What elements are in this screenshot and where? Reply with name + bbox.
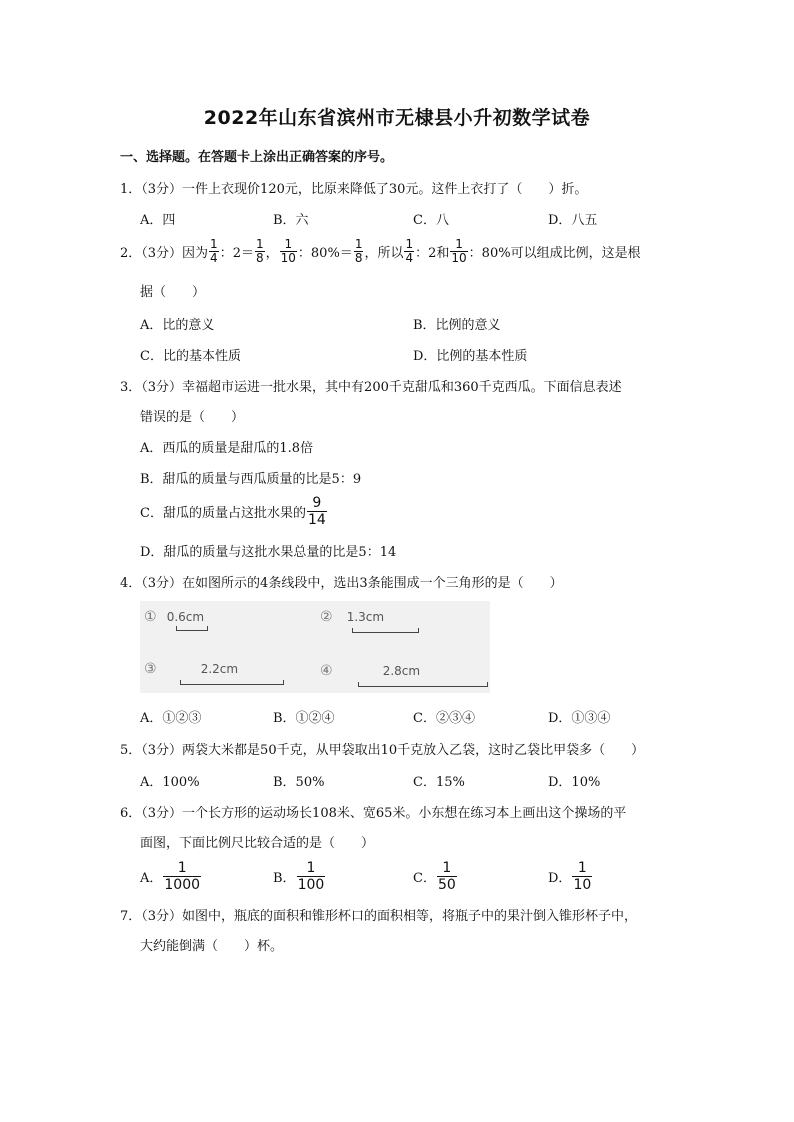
question-5-option-d: D．10% xyxy=(548,775,601,790)
question-3-stem: 3．（3分）幸福超市运进一批水果，其中有200千克甜瓜和360千克西瓜。下面信息表述 xyxy=(120,380,622,395)
question-3-option-d: D．甜瓜的质量与这批水果总量的比是5：14 xyxy=(140,545,397,560)
fraction xyxy=(354,238,364,265)
option-c-text: C．甜瓜的质量占这批水果的 xyxy=(140,506,306,521)
q2-text: ：80%可以组成比例，这是根 xyxy=(468,246,641,261)
question-4-option-a: A．①②③ xyxy=(140,711,202,726)
question-5-option-a: A．100% xyxy=(140,775,200,790)
line-segments-figure xyxy=(140,601,490,693)
segment-length: 1.3cm xyxy=(346,610,385,624)
denominator: 10 xyxy=(573,877,592,893)
denominator: 8 xyxy=(255,251,264,265)
denominator: 10 xyxy=(451,251,467,265)
question-6-line2: 面图，下面比例尺比较合适的是（ ） xyxy=(140,836,375,851)
question-3-line2: 错误的是（ ） xyxy=(140,410,245,425)
segment-number: ④ xyxy=(320,663,333,679)
question-4-stem: 4．（3分）在如图所示的4条线段中，选出3条能围成一个三角形的是（ ） xyxy=(120,576,563,591)
option-label: B． xyxy=(273,871,296,886)
question-2-option-c: C．比的基本性质 xyxy=(140,349,241,364)
segment-3 xyxy=(144,661,238,677)
segment-number: ② xyxy=(320,609,333,625)
question-5-option-c: C．15% xyxy=(413,775,465,790)
fraction xyxy=(450,238,467,265)
fraction xyxy=(437,860,457,893)
q2-prefix: 2．（3分）因为 xyxy=(120,246,209,261)
question-1-option-a: A．四 xyxy=(140,213,176,228)
segment-length: 2.2cm xyxy=(200,662,239,676)
denominator: 4 xyxy=(405,251,414,265)
option-label: D． xyxy=(548,871,572,886)
question-5-option-b: B．50% xyxy=(273,775,325,790)
denominator: 8 xyxy=(354,251,363,265)
segment-length: 0.6cm xyxy=(166,610,205,624)
question-2-stem xyxy=(120,238,641,265)
segment-1 xyxy=(144,609,204,625)
fraction xyxy=(209,238,219,265)
numerator: 1 xyxy=(405,237,414,251)
numerator: 1 xyxy=(442,860,452,876)
segment-number: ① xyxy=(144,609,157,625)
question-6-option-b xyxy=(273,860,326,893)
numerator: 1 xyxy=(306,860,316,876)
numerator: 1 xyxy=(177,860,187,876)
question-4-option-d: D．①③④ xyxy=(548,711,611,726)
numerator: 1 xyxy=(284,237,293,251)
question-7-line2: 大约能倒满（ ）杯。 xyxy=(140,939,284,954)
question-6-option-c xyxy=(413,860,458,893)
question-2-line2: 据（ ） xyxy=(140,285,206,300)
fraction xyxy=(297,860,326,893)
question-6-option-a xyxy=(140,860,202,893)
denominator: 14 xyxy=(307,512,326,528)
numerator: 1 xyxy=(455,237,463,251)
question-1-option-c: C．八 xyxy=(413,213,449,228)
question-1-option-b: B．六 xyxy=(273,213,309,228)
q2-text: ：2＝ xyxy=(219,246,254,261)
question-6-option-d xyxy=(548,860,593,893)
question-2-option-d: D．比例的基本性质 xyxy=(413,349,528,364)
denominator: 100 xyxy=(297,877,325,893)
option-label: A． xyxy=(140,871,163,886)
segment-1-line xyxy=(176,626,208,631)
question-3-option-b: B．甜瓜的质量与西瓜质量的比是5：9 xyxy=(140,472,362,487)
page-title: 2022年山东省滨州市无棣县小升初数学试卷 xyxy=(203,107,591,129)
question-1-option-d: D．八五 xyxy=(548,213,598,228)
fraction xyxy=(163,860,201,893)
denominator: 50 xyxy=(437,877,456,893)
segment-length: 2.8cm xyxy=(382,664,421,678)
question-4-option-c: C．②③④ xyxy=(413,711,475,726)
q2-text: ：2和 xyxy=(415,246,450,261)
fraction xyxy=(280,238,297,265)
question-3-option-c xyxy=(140,495,328,528)
question-2-option-a: A．比的意义 xyxy=(140,318,215,333)
question-4-option-b: B．①②④ xyxy=(273,711,335,726)
denominator: 1000 xyxy=(164,877,201,893)
fraction xyxy=(255,238,265,265)
option-label: C． xyxy=(413,871,436,886)
numerator: 1 xyxy=(354,237,363,251)
segment-2-line xyxy=(352,628,419,633)
question-2-option-b: B．比例的意义 xyxy=(413,318,501,333)
denominator: 4 xyxy=(210,251,218,265)
denominator: 10 xyxy=(280,251,296,265)
segment-2 xyxy=(320,609,384,625)
fraction xyxy=(307,495,327,528)
segment-4 xyxy=(320,663,420,679)
question-1-stem: 1．（3分）一件上衣现价120元，比原来降低了30元。这件上衣打了（ ）折。 xyxy=(120,182,588,197)
question-5-stem: 5．（3分）两袋大米都是50千克，从甲袋取出10千克放入乙袋，这时乙袋比甲袋多（ ） xyxy=(120,743,645,758)
section-heading: 一、选择题。在答题卡上涂出正确答案的序号。 xyxy=(120,150,394,165)
q2-text: ， xyxy=(265,246,279,261)
fraction xyxy=(404,238,414,265)
question-6-stem: 6．（3分）一个长方形的运动场长108米、宽65米。小东想在练习本上画出这个操场的平 xyxy=(120,806,627,821)
fraction xyxy=(572,860,592,893)
numerator: 9 xyxy=(312,495,322,511)
segment-number: ③ xyxy=(144,661,157,677)
numerator: 1 xyxy=(577,860,587,876)
segment-4-line xyxy=(358,682,488,687)
question-3-option-a: A．西瓜的质量是甜瓜的1.8倍 xyxy=(140,441,314,456)
q2-text: ：80%＝ xyxy=(297,246,353,261)
numerator: 1 xyxy=(210,237,218,251)
segment-3-line xyxy=(180,680,284,685)
q2-text: ，所以 xyxy=(364,246,404,261)
numerator: 1 xyxy=(255,237,264,251)
question-7-stem: 7．（3分）如图中，瓶底的面积和锥形杯口的面积相等，将瓶子中的果汁倒入锥形杯子中， xyxy=(120,909,638,924)
